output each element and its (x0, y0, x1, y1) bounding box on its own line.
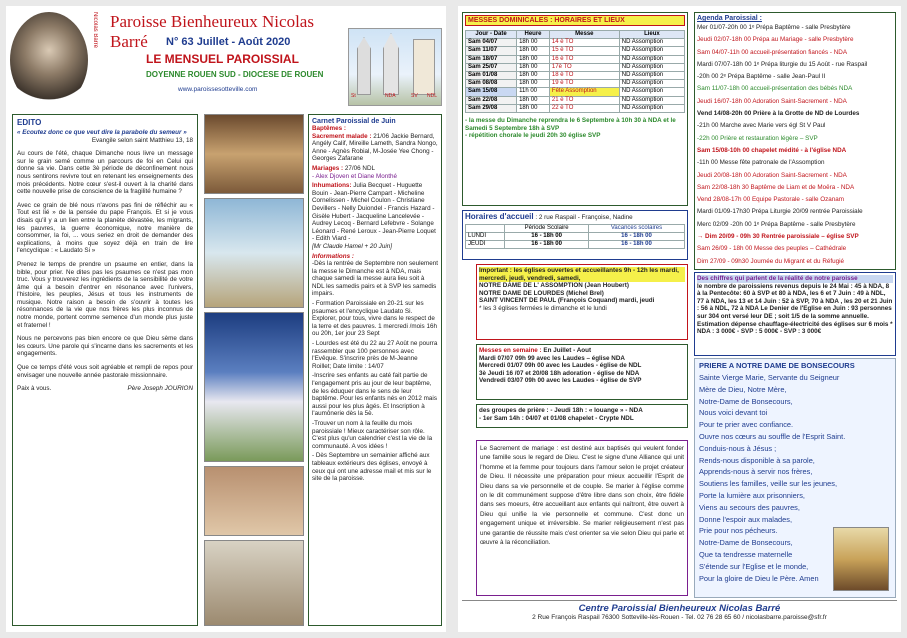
sacrement-heading: Sacrement malade : (312, 132, 372, 140)
issue-number: N° 63 Juillet - Août 2020 (166, 36, 291, 48)
list-item: Pour la gloire de Dieu le Père. Amen (699, 573, 819, 583)
prieres-box (476, 404, 688, 428)
table-cell: 11h 00 (517, 88, 550, 96)
accueil-box (462, 210, 688, 260)
info-2: - Formation Paroissiale en 20-21 sur les psaumes et l'encyclique Laudato Si. Explorer, pour tous, vivre dans le respect de la terre et des pauvres. 1 mercredi /mois 16h ou 20h, 1er jour 23 Sept (312, 300, 437, 338)
messes-note-1: - la messe du Dimanche reprendra le 6 Septembre à 10h 30 à NDA et le Samedi 5 Septembre 18h à SVP (465, 117, 676, 132)
messes-heading: MESSES DOMINICALES : HORAIRES ET LIEUX (465, 15, 685, 26)
mariage-text: Le Sacrement de mariage : est destiné aux baptisés qui veulent fonder une famille sous le regard de Dieu. C'est le signe d'une Alliance qui unit l'homme et la femme pour toujours dans l'amour selon le projet créateur de Dieu. Il nécessite une préparation pour mieux accueillir l'Esprit de Dieu dans sa vie personnelle et de couple. Se marier à l'église comme on le dit communément suppose d'être libre dans son choix, être fidèle dans ses moeurs, être accueillant aux enfants qui naîtront, être ouvert à Dieu qui unifie la vie personnelle et commune. C'est donc un engagement unique et irréversible. Se marier religieusement n'est pas une garantie de réussite mais c'est orienter sa vie selon Dieu qui parle et œuvre à la réconciliation. (480, 445, 684, 547)
left-page (6, 6, 446, 632)
church-photos (348, 28, 442, 106)
table-cell: 18h 00 (517, 55, 550, 63)
list-item: Apprends-nous à servir nos frères, (699, 467, 813, 477)
table-cell: 18h 00 (517, 47, 550, 55)
table-cell: LUNDI (466, 232, 505, 240)
table-cell: ND Assomption (619, 39, 684, 47)
list-item: S'étende sur l'Eglise et le monde, (699, 561, 809, 571)
list-item: 3è Jeudi 16 /07 et 20/08 18h adoration - église de NDA (479, 369, 640, 377)
table-cell: 18h 00 (517, 72, 550, 80)
photo-baptism (204, 540, 304, 626)
founder-portrait (10, 12, 88, 108)
edito-p2: Avec ce grain de blé nous n'avons pas fini de réfléchir au « Tout est lié » de la pensée du pape François. Et si je vous disais qu'il y a un lien entre la planète dévastée, les migrants, les pauvres, la guerre économique, notre manière de consommer, la foi, ... vous seriez en droit de demander des explications, à moins que soyez déjà en train de lire l'encyclique : « Laudato Si » (17, 201, 193, 255)
baptemes-heading: Baptêmes : (312, 125, 346, 132)
list-item: Merc 02/09 -20h 00 1ᵉ Prépa Baptême - salle Presbytère (697, 220, 856, 228)
list-item: -11h 00 Messe fête patronale de l'Assomption (697, 159, 825, 167)
label-sv: SV (411, 93, 418, 99)
list-item: Soutiens les familles, veille sur les jeunes, (699, 479, 838, 489)
edito-p5: Que ce temps d'été vous soit agréable et rempli de repos pour envisager une nouvelle année pastorale missionnaire. (17, 364, 193, 379)
table-cell: Sam 29/08 (466, 104, 517, 112)
table-cell: 18h 00 (517, 63, 550, 71)
table-cell: 17è TO (549, 63, 619, 71)
table-cell: ND Assomption (619, 47, 684, 55)
table-cell: 18h 00 (517, 80, 550, 88)
photo-church-interior (204, 114, 304, 194)
website: www.paroissesotteville.com (178, 86, 258, 93)
list-item: Nous voici devant toi (699, 408, 768, 418)
table-row (466, 232, 685, 240)
messes-col-header: Heure (517, 31, 550, 39)
info-5: -Trouver un nom à la feuille du mois paroissiale ! Mieux caractériser son rôle. C'est plus qu'un calendrier c'est la vie de la communauté. A vos idées ! (312, 419, 433, 450)
table-row (466, 39, 685, 47)
table-cell: Sam 04/07 (466, 39, 517, 47)
messes-note-2: - répétition chorale le jeudi 20h 30 église SVP (465, 132, 601, 140)
table-cell: Fête Assomption (549, 88, 619, 96)
list-item: Sam 11/07-18h 00 accueil-présentation des bébés NDA (697, 85, 853, 93)
chiffres-box (694, 272, 896, 356)
accueil-heading: Horaires d'accueil (465, 212, 534, 221)
agenda-heading: Agenda Paroissial : (697, 15, 762, 22)
priere-heading: PRIERE A NOTRE DAME DE BONSECOURS (699, 361, 855, 370)
table-row (466, 47, 685, 55)
table-row (466, 80, 685, 88)
semaine-box (476, 344, 688, 400)
sign-right: Père Joseph JOURION (127, 385, 193, 393)
info-6: - Dès Septembre un semainier affiché aux tableaux extérieurs des églises, envoyé à ceux qui ont une adresse mail et mis sur le site de la paroisse. (312, 452, 432, 483)
important-l2: NOTRE DAME DE L' ASSOMPTION (Jean Houbert) (479, 282, 629, 290)
info-4: -Inscrire ses enfants au caté fait partie de l'engagement pris au jour de leur baptême, de les éduquer dans le sens de leur baptême. Pour les enfants nés en 2012 mais aussi pour les plus âgés. Et Inscription à l'aumônerie dès la 5è. (312, 372, 437, 418)
list-item: Mercredi 01/07 09h 00 avec les Laudes - église de NDL (479, 362, 642, 370)
photo-virgin-mary (204, 312, 304, 462)
list-item: Sam 15/08-10h 00 chapelet médité - à l'église NDA (697, 146, 847, 154)
list-item: → Dim 20/09 - 09h 30 Rentrée paroissiale – église SVP (697, 233, 859, 241)
semaine-list (479, 355, 685, 385)
footer-address: 2 Rue François Raspail 76300 Sotteville-lès-Rouen - Tel. 02 76 28 65 60 / nicolasbarre.paroisse@sfr.fr (532, 614, 827, 621)
list-item: Sam 22/08-18h 30 Baptême de Liam et de Moëra - NDA (697, 183, 855, 191)
messes-col-header: Lieux (619, 31, 684, 39)
edito-quote: « Ecoutez donc ce que veut dire la parabole du semeur » (17, 129, 187, 136)
table-cell: 21 è TO (549, 96, 619, 104)
photo-bonsecours (833, 527, 889, 591)
accueil-col-header (466, 224, 505, 232)
right-page (458, 6, 901, 632)
table-cell: 16 - 18h 00 (505, 241, 589, 249)
list-item: Notre-Dame de Bonsecours, (699, 538, 793, 548)
inhumations-note: [Mr Claude Hamel + 20 Juin] (312, 242, 392, 250)
informations-heading: Informations : (312, 252, 354, 260)
edito-heading: EDITO (17, 118, 42, 127)
list-item: Prie pour nos pécheurs. (699, 526, 778, 536)
label-nda: NDA (385, 93, 396, 99)
list-item: Sainte Vierge Marie, Servante du Seigneur (699, 373, 840, 382)
inhumations-text: Julia Becquet - Huguette Bouin - Jean-Pierre Campart - Micheline Cornelissen - Michel Coulon - Christiane Devillers - Nelly Duiondel - Francis Hazard - Gisèle Hubert - Jacqueline Lancelevée - Audrey Lecoq - Bernard Lefebvre - Solange Léonard - René Leroux - Jean-Pierre Loquet - Edith Viard - (312, 182, 436, 243)
photo-families (204, 466, 304, 536)
table-cell: ND Assomption (619, 80, 684, 88)
list-item: Mer 01/07-20h 00 1ᵉ Prépa Baptême - salle Presbytère (697, 24, 851, 31)
table-row (466, 55, 685, 63)
table-cell: Sam 01/08 (466, 72, 517, 80)
label-st: St (351, 93, 356, 99)
list-item: Mardi 07/07 09h 99 avec les Laudes – église NDA (479, 354, 625, 362)
mariages-heading: Mariages : (312, 164, 344, 172)
table-cell: Sam 22/08 (466, 96, 517, 104)
important-l5: * les 3 églises fermées le dimanche et le lundi (479, 304, 607, 312)
list-item: Jeudi 20/08-18h 00 Adoration Saint-Sacrement - NDA (697, 171, 847, 179)
important-l1: Important : les églises ouvertes et accueillantes 9h - 12h les mardi, mercredi, jeudi, vendredi, samedi, (479, 267, 685, 282)
list-item: Ouvre nos cœurs au souffle de l'Esprit Saint. (699, 431, 846, 441)
label-ndl: NDL (427, 93, 438, 99)
footer-title: Centre Paroissial Bienheureux Nicolas Barré (578, 603, 781, 614)
important-l3: NOTRE DAME DE LOURDES (Michel Brel) (479, 289, 604, 297)
table-cell: ND Assomption (619, 104, 684, 112)
list-item: Mardi 07/07-18h 00 1ᵉ Prépa liturgie du 15 Août - rue Raspail (697, 60, 868, 68)
table-cell: 22 è TO (549, 104, 619, 112)
table-cell: 18h 00 (517, 104, 550, 112)
list-item: Sam 26/09 - 18h 00 Messe des peuples – Cathédrale (697, 245, 847, 253)
table-cell: 14 è TO (549, 39, 619, 47)
newsletter-title: LE MENSUEL PAROISSIAL (146, 52, 299, 66)
priere-box (694, 358, 896, 598)
mariages-text: 27/06 NDL (344, 164, 376, 172)
table-cell: 16 è TO (549, 55, 619, 63)
mariages-names: - Alex Djoven et Diane Monthé (312, 172, 398, 180)
semaine-heading: Messes en semaine : (479, 347, 542, 354)
table-cell: ND Assomption (619, 72, 684, 80)
important-box (476, 264, 688, 340)
table-cell: ND Assomption (619, 63, 684, 71)
mariage-box (476, 440, 688, 596)
list-item: -21h 00 Marche avec Marie vers égl St V Paul (697, 122, 826, 130)
edito-ref: Evangile selon saint Matthieu 13, 18 (91, 136, 193, 144)
accueil-col-header: Période Scolaire (505, 224, 589, 232)
table-cell: 18 è TO (549, 72, 619, 80)
list-item: Sam 04/07-11h 00 accueil-présentation fiancés - NDA (697, 48, 848, 56)
edito-box (12, 114, 198, 626)
table-cell: 19 è TO (549, 80, 619, 88)
table-cell: 15 è TO (549, 47, 619, 55)
list-item: Vendredi 03/07 09h 00 avec les Laudes - église de SVP (479, 377, 642, 385)
list-item: Que ta tendresse maternelle (699, 549, 793, 559)
accueil-col-header: Vacances scolaires (588, 224, 684, 232)
info-1: -Dès la rentrée de Septembre non seulement la messe le Dimanche est à NDA, mais chaque samedi la messe aura lieu soit à NDL les samedis pairs et à SVP les samedis impairs. (312, 260, 439, 298)
list-item: -22h 00 Prière et restauration légère – SVP (697, 134, 818, 142)
edito-p3: Prenez le temps de prendre un psaume en entier, dans la bible, pour prier. Ne dites pas les psaumes ce n'est pas mon truc. Vous y trouverez les ingrédients de la sensibilité de votre âme qui a besoin d'entrer en résonance avec l'univers, l'histoire, les peuples, Jésus et tous les instruments de musique. Notre raison a besoin de s'ouvrir à toutes les résonnances de la vie que nos frères les plus inconnus de notre monde, portent comme semence d'un monde plus juste et fraternel ! (17, 260, 193, 329)
table-row (466, 96, 685, 104)
list-item: Notre-Dame de Bonsecours, (699, 396, 793, 406)
list-item: Vend 14/08-20h 00 Prière à la Grotte de ND de Lourdes (697, 110, 860, 118)
list-item: Rends-nous disponible à sa parole, (699, 455, 815, 465)
list-item: Viens au secours des pauvres, (699, 502, 800, 512)
carnet-box (308, 114, 442, 626)
table-cell: Sam 08/08 (466, 80, 517, 88)
table-cell: 16 - 18h 00 (588, 241, 684, 249)
table-cell: ND Assomption (619, 96, 684, 104)
parish-name: Paroisse Bienheureux Nicolas Barré (110, 12, 314, 51)
list-item: Mère de Dieu, Notre Mère, (699, 384, 787, 394)
list-item: Mardi 01/09-17h30 Prépa Liturgie 20/09 rentrée Paroissiale (697, 208, 863, 216)
list-item: Jeudi 16/07-18h 00 Adoration Saint-Sacrement - NDA (697, 97, 847, 105)
list-item: Conduis-nous à Jésus ; (699, 443, 777, 453)
table-row (466, 104, 685, 112)
semaine-sub: En Juillet - Aout (543, 347, 592, 354)
edito-signature (17, 385, 193, 393)
messes-box (462, 12, 688, 206)
chiffres-body: le nombre de paroissiens revenus depuis le 24 Mai : 45 à NDA, 8 à la Pentecôte: 60 à SVP et 80 à NDA, les 6 et 7 Juin : 49 à NDL, 77 à NDA, les 13 et 14 Juin : 52 à SVP, 70 à NDA , les 20 et 21 Juin : 56 à NDL, 72 à NDA Le Denier de l'Eglise en Juin : 93 personnes sur 304 ont versé leur DE ; soit 1/5 de la somme annuelle. Estimation dépense chauffage-électricité des églises sur 6 mois * NDA : 3 000€ - SVP : 5 000€ - SVP : 3 000€ (697, 282, 893, 336)
table-cell: 18h 00 (517, 96, 550, 104)
doyenne: DOYENNE ROUEN SUD - DIOCESE DE ROUEN (146, 70, 324, 79)
prieres-l1: des groupes de prière : - Jeudi 18h : « louange » - NDA (479, 407, 643, 414)
sacrement-text: 21/06 Jackie Bernard, Angély Calif, Mireille Lameth, Sandra Nongo, Anne - Agnès Robial, M-Josée Yee Chong - Georges Zafarane (312, 132, 438, 163)
table-cell: ND Assomption (619, 55, 684, 63)
carnet-heading: Carnet Paroissial de Juin (312, 118, 396, 125)
table-row (466, 63, 685, 71)
messes-col-header: Jour - Date (466, 31, 517, 39)
table-cell: 18h 00 (517, 39, 550, 47)
list-item: Vend 28/08-17h 00 Equipe Pastorale - salle Ozanam (697, 196, 845, 204)
table-cell: ND Assomption (619, 88, 684, 96)
inhumations-heading: Inhumations: (312, 182, 352, 190)
edito-p4: Nous ne percevons pas bien encore ce que Dieu sème dans les cœurs. Une parole qui s'incarne dans les sacrements et les engagements. (17, 335, 193, 358)
footer (462, 600, 897, 630)
photo-sower (204, 198, 304, 308)
table-row (466, 72, 685, 80)
list-item: Porte la lumière aux prisonniers, (699, 490, 805, 500)
prieres-l2: - 1er Sam 14h : 04/07 et 01/08 chapelet - Crypte NDL (479, 414, 634, 422)
list-item: Dim 27/09 - 09h30 Journée du Migrant et du Réfugié (697, 257, 845, 265)
sign-left: Paix à vous. (17, 385, 52, 393)
accueil-address: : 2 rue Raspail - Françoise, Nadine (535, 214, 633, 221)
agenda-list (697, 22, 893, 268)
table-cell: Sam 15/08 (466, 88, 517, 96)
messes-col-header: Messe (549, 31, 619, 39)
table-cell: Sam 18/07 (466, 55, 517, 63)
table-cell: 16 - 18h 00 (505, 232, 589, 240)
table-row (466, 241, 685, 249)
accueil-table (465, 224, 685, 250)
table-cell: Sam 11/07 (466, 47, 517, 55)
messes-table (465, 30, 685, 113)
table-cell: JEUDI (466, 241, 505, 249)
header-side-label: Nicolas Barré (92, 12, 98, 49)
table-cell: Sam 25/07 (466, 63, 517, 71)
list-item: Donne l'espoir aux malades, (699, 514, 793, 524)
edito-p1: Au cours de l'été, chaque Dimanche nous livre un message sur le grain semé comme un parcours de foi en Celui qui donne sa vie. Dans cette 3è période de déconfinement nous nous sentirons revivre tout en retenant les enseignements des mois précédents. Notre cœur s'est-il ouvert à la charité dans cette nouvelle prise de conscience de la fragilité humaine ? (17, 150, 193, 196)
list-item: -20h 00 2ᵉ Prépa Baptême - salle Jean-Paul II (697, 73, 826, 81)
list-item: Pour te prier avec confiance. (699, 420, 794, 430)
important-l4: SAINT VINCENT DE PAUL (François Coquand) mardi, jeudi (479, 297, 655, 305)
table-cell: 16 - 18h 00 (588, 232, 684, 240)
table-row (466, 88, 685, 96)
list-item: Jeudi 02/07-18h 00 Prépa au Mariage - salle Presbytère (697, 36, 854, 44)
agenda-box (694, 12, 896, 270)
chiffres-heading: Des chiffres qui parlent de la réalité de notre paroisse (697, 275, 893, 283)
info-3: - Lourdes est été du 22 au 27 Août ne pourra rassembler que 100 personnes avec l'Evêque. S'inscrire près de M-Jeanne Roillet; Date limite : 14/07 (312, 340, 438, 370)
